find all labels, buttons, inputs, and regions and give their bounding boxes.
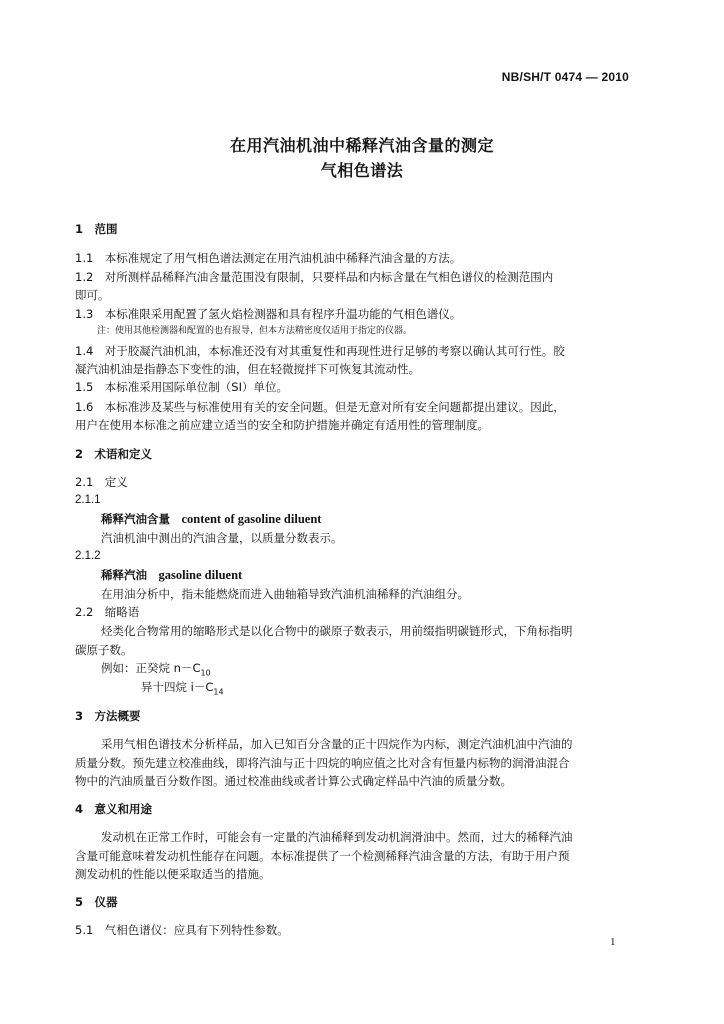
clause-1-3: 1.3 本标准限采用配置了氢火焰检测器和具有程序升温功能的气相色谱仪。 — [75, 307, 462, 321]
clause-1-4-line1: 1.4 对于胶凝汽油机油，本标准还没有对其重复性和再现性进行足够的考察以确认其可行性。胶 — [75, 344, 565, 358]
example-2-text: 异十四烷 i－C — [141, 680, 214, 694]
standard-number: NB/SH/T 0474 — 2010 — [501, 70, 629, 84]
section-5-heading: 5 仪器 — [75, 895, 118, 909]
clause-1-3-note: 注：使用其他检测器和配置的也有报导，但本方法精密度仅适用于指定的仪器。 — [97, 326, 413, 336]
section-2-heading: 2 术语和定义 — [75, 447, 153, 461]
clause-1-4-line2: 凝汽油机油是指静态下变性的油，但在轻微搅拌下可恢复其流动性。 — [75, 362, 420, 376]
section-4-line1: 发动机在正常工作时，可能会有一定量的汽油稀释到发动机润滑油中。然而，过大的稀释汽油 — [101, 830, 573, 844]
clause-1-6-line2: 用户在使用本标准之前应建立适当的安全和防护措施并确定有适用性的管理制度。 — [75, 418, 489, 432]
term-1-definition: 汽油机油中测出的汽油含量，以质量分数表示。 — [101, 531, 343, 545]
clause-1-2-line1: 1.2 对所测样品稀释汽油含量范围没有限制，只要样品和内标含量在气相色谱仪的检测范围内 — [75, 270, 554, 284]
clause-5-1: 5.1 气相色谱仪：应具有下列特性参数。 — [75, 923, 289, 937]
example-2-subscript: 14 — [213, 687, 224, 697]
clause-1-1: 1.1 本标准规定了用气相色谱法测定在用汽油机油中稀释汽油含量的方法。 — [75, 251, 462, 265]
term-1-en: content of gasoline diluent — [181, 512, 322, 526]
section-4-line3: 测发动机的性能以便采取适当的措施。 — [75, 867, 271, 881]
clause-1-5: 1.5 本标准采用国际单位制（SI）单位。 — [75, 380, 288, 394]
term-1 — [75, 509, 635, 529]
section-3-line2: 质量分数。预先建立校准曲线，即将汽油与正十四烷的响应值之比对含有恒量内标物的润滑油混合 — [75, 756, 570, 770]
clause-1-6-line1: 1.6 本标准涉及某些与标准使用有关的安全问题。但是无意对所有安全问题都提出建议。因此， — [75, 400, 565, 414]
document-subtitle: 气相色谱法 — [320, 161, 404, 180]
clause-2-1: 2.1 定义 — [75, 475, 128, 489]
abbreviation-text-line1: 烃类化合物常用的缩略形式是以化合物中的碳原子数表示，用前缀指明碳链形式，下角标指明 — [101, 624, 573, 638]
section-3-line3: 物中的汽油质量百分数作图。通过校准曲线或者计算公式确定样品中汽油的质量分数。 — [75, 774, 512, 788]
clause-2-1-1: 2.1.1 — [75, 494, 101, 506]
example-2 — [75, 677, 635, 702]
section-3-heading: 3 方法概要 — [75, 709, 141, 723]
term-2-en: gasoline diluent — [158, 568, 243, 582]
example-1-text: 例如：正癸烷 n－C — [101, 661, 201, 675]
example-1-subscript: 10 — [200, 668, 211, 678]
section-3-line1: 采用气相色谱技术分析样品，加入已知百分含量的正十四烷作为内标，测定汽油机油中汽油的 — [101, 737, 573, 751]
term-2-cn: 稀释汽油 — [101, 568, 147, 582]
clause-2-1-2: 2.1.2 — [75, 550, 101, 562]
document-title: 在用汽油机油中稀释汽油含量的测定 — [229, 136, 494, 155]
clause-1-2-line2: 即可。 — [75, 288, 110, 302]
term-2-definition: 在用油分析中，指未能燃烧而进入曲轴箱导致汽油机油稀释的汽油组分。 — [101, 587, 469, 601]
section-1-heading: 1 范围 — [75, 222, 118, 236]
section-4-heading: 4 意义和用途 — [75, 802, 153, 816]
section-4-line2: 含量可能意味着发动机性能存在问题。本标准提供了一个检测稀释汽油含量的方法，有助于用户预 — [75, 849, 570, 863]
abbreviation-text-line2: 碳原子数。 — [75, 643, 133, 657]
term-2 — [75, 565, 635, 585]
page-number: 1 — [610, 936, 616, 948]
clause-2-2: 2.2 缩略语 — [75, 605, 140, 619]
term-1-cn: 稀释汽油含量 — [101, 512, 170, 526]
